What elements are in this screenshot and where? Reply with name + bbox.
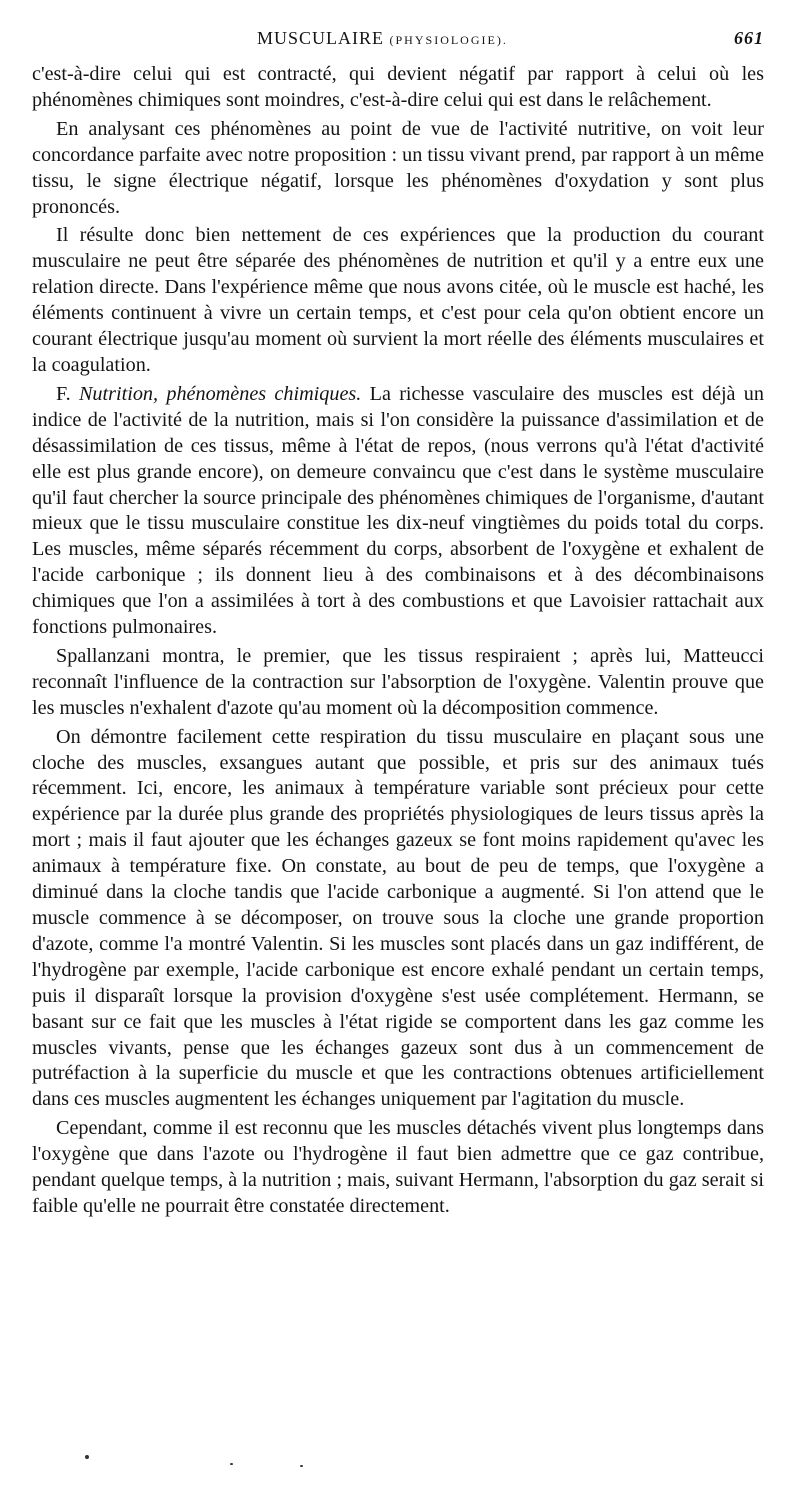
- print-speck: [85, 1455, 89, 1459]
- section-heading: Nutrition, phénomènes chimiques.: [78, 382, 362, 405]
- print-speck: [300, 1465, 303, 1467]
- paragraph-6: On démontre facilement cette respiration du tissu musculaire en plaçant sous une cloche des muscles, exsangues autant que possible, et pris sur des animaux tués récemment. Ici, encore, les animaux à température variable sont précieux pour cette expérience par la durée plus grande des propriétés physiologiques de leurs tissus après la mort ; mais il faut ajouter que les échanges gazeux se font moins rapidement qu'avec les animaux à température fixe. On constate, au bout de peu de temps, que l'oxygène a diminué dans la cloche tandis que l'acide carbonique a augmenté. Si l'on attend que le muscle commence à se décomposer, on trouve sous la cloche une grande proportion d'azote, comme l'a montré Valentin. Si les muscles sont placés dans un gaz indifférent, de l'hydrogène par exemple, l'acide carbonique est encore exhalé pendant un certain temps, puis il disparaît lorsque la provision d'oxygène s'est usée complétement. Hermann, se basant sur ce fait que les muscles à l'état rigide se comportent dans les gaz comme les muscles vivants, pense que les échanges gazeux sont dus à un commencement de putréfaction à la superficie du muscle et que les contractions obtenues artificiellement dans ces muscles augmentent les échanges uniquement par l'agitation du muscle.: [32, 725, 764, 1111]
- paragraph-7: Cependant, comme il est reconnu que les muscles détachés vivent plus longtemps dans l'oxygène que dans l'azote ou l'hydrogène il faut bien admettre que ce gaz contribue, pendant quelque temps, à la nutrition ; mais, suivant Hermann, l'absorption du gaz serait si faible qu'elle ne pourrait être constatée directement.: [32, 1117, 764, 1217]
- section-label: F.: [56, 382, 71, 405]
- header-title: MUSCULAIRE: [257, 28, 385, 48]
- header-title-group: [257, 28, 508, 49]
- footer-print-marks: [85, 1455, 485, 1475]
- paragraph-1: c'est-à-dire celui qui est contracté, qui devient négatif par rapport à celui où les phénomènes chimiques sont moindres, c'est-à-dire celui qui est dans le relâchement.: [32, 63, 764, 111]
- running-header: [32, 28, 764, 62]
- paragraph-5: Spallanzani montra, le premier, que les tissus respiraient ; après lui, Matteucci reconnaît l'influence de la contraction sur l'absorption de l'oxygène. Valentin prouve que les muscles n'exhalent d'azote qu'au moment où la décomposition commence.: [32, 644, 764, 719]
- body-text: [32, 62, 764, 1220]
- paragraph-4-text: La richesse vasculaire des muscles est déjà un indice de l'activité de la nutrition, mais si l'on considère la puissance d'assimilation et de désassimilation de ces tissus, même à l'état de repos, (nous verrons qu'à l'état d'activité elle est plus grande encore), on demeure convaincu que c'est dans le système musculaire qu'il faut chercher la source principale des phénomènes chimiques de l'organisme, d'autant mieux que le tissu musculaire constitue les dix-neuf vingtièmes du poids total du corps. Les muscles, même séparés récemment du corps, absorbent de l'oxygène et exhalent de l'acide carbonique ; ils donnent lieu à des combinaisons et à des décombinaisons chimiques que l'on a assimilées à tort à des combustions et que Lavoisier rattachait aux fonctions pulmonaires.: [32, 382, 764, 639]
- header-subtitle: (PHYSIOLOGIE).: [389, 33, 508, 47]
- paragraph-2: En analysant ces phénomènes au point de vue de l'activité nutritive, on voit leur concordance parfaite avec notre proposition : un tissu vivant prend, par rapport à un même tissu, le signe électrique négatif, lorsque les phénomènes d'oxydation y sont plus prononcés.: [32, 117, 764, 218]
- page-number: 661: [734, 28, 764, 48]
- paragraph-3: Il résulte donc bien nettement de ces expériences que la production du courant musculaire ne peut être séparée des phénomènes de nutrition et qu'il y a entre eux une relation directe. Dans l'expérience même que nous avons citée, où le muscle est haché, les éléments continuent à vivre un certain temps, et c'est pour cela qu'on obtient encore un courant électrique jusqu'au moment où survient la mort réelle des éléments musculaires et la coagulation.: [32, 224, 764, 376]
- paragraph-4: [32, 382, 764, 641]
- print-speck: [230, 1463, 233, 1465]
- document-page: [32, 28, 764, 1220]
